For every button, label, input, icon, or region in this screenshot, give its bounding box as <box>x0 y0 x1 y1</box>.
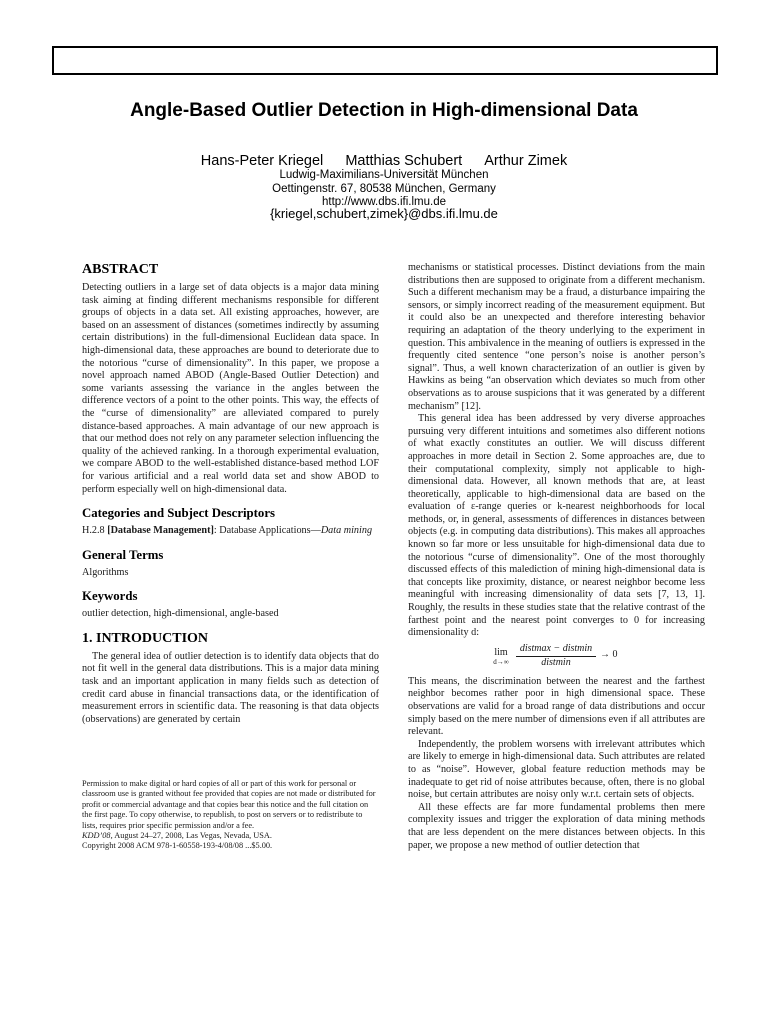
header-frame <box>52 46 718 75</box>
author-name: Matthias Schubert <box>345 153 463 169</box>
paragraph: This general idea has been addressed by very diverse approaches pursuing very different intuitions and sometimes also different notions of what exactly constitutes an outlier. We will discuss different approaches in more detail in Section 2. Some approaches are, due to their computational complexity, simply not applicable to high-dimensional data. However, all known methods that are, at least theoretically, applicable to high-dimensional data are based on the evaluation of ε-range queries or k-nearest neighborhoods for local methods, or, in general, assessments of differences in distances between objects (e.g. in computing data distributions). This makes all approaches known so far more or less unsuitable for high-dimensional data due to the notorious “curse of dimensionality”. One of the most thoroughly discussed effects of this malediction of mining high-dimensional data is that concepts like proximity, distance, or nearest neighbor become less meaningful with increasing dimensionality of data sets [7, 13, 1]. Roughly, the results in these studies state that the relative contrast of the farthest point and the nearest point converges to 0 for increasing dimensionality d: <box>408 413 705 639</box>
keywords-heading: Keywords <box>82 589 138 604</box>
equation-limit <box>490 647 512 667</box>
category-detail: : Database Applications— <box>213 525 321 537</box>
right-column <box>408 262 705 852</box>
equation-numerator: distmax − distmin <box>516 643 596 657</box>
abstract-heading: ABSTRACT <box>82 262 159 277</box>
conference-line <box>82 831 379 841</box>
author-name: Arthur Zimek <box>484 153 568 169</box>
affiliation-line: Ludwig-Maximilians-Universität München <box>279 169 489 181</box>
introduction-heading: 1. INTRODUCTION <box>82 630 209 646</box>
paragraph: This means, the discrimination between the nearest and the farthest neighbor becomes rather poor in high dimensional space. These observations are valid for a broad range of data distributions and occur simply based on the mere number of dimensions even if all attributes are relevant. <box>408 675 705 738</box>
permission-notice: Permission to make digital or hard copies of all or part of this work for personal or classroom use is granted without fee provided that copies are not made or distributed for profit or commercial advantage and that copies bear this notice and the full citation on the first page. To copy otherwise, to republish, to post on servers or to redistribute to lists, requires prior specific permission and/or a fee. <box>82 779 376 830</box>
paragraph: mechanisms or statistical processes. Distinct deviations from the main distributions then are supposed to originate from a different mechanism. Such a different mechanism may be a fraud, a disturbance impairing the sensors, or simply incorrect reading of the measurement equipment. But it could also be an unexpected and therefore interesting behavior requiring an adaptation of the theory underlying to the experiment in question. This ambivalence in the meaning of outliers is expressed in the frequently cited sentence “one person’s noise is another person’s signal”. Thus, a well known characterization of an outlier is given by Hawkins as being “an observation which deviates so much from other observations as to arouse suspicions that it was generated by a different mechanism” [12]. <box>408 262 705 412</box>
category-code: H.2.8 <box>82 525 105 537</box>
categories-heading: Categories and Subject Descriptors <box>82 506 275 521</box>
conference-name: KDD’08, <box>82 831 113 841</box>
copyright-line: Copyright 2008 ACM 978-1-60558-193-4/08/08 ...$5.00. <box>82 841 273 851</box>
equation-lim-text: lim <box>494 646 508 658</box>
paragraph: Independently, the problem worsens with irrelevant attributes which are likely to emerge in high-dimensional data. Such attributes are related to as “noise”. However, global feature reduction methods may be inadequate to get rid of noise attributes because, often, there is no global noise, but certain attributes are noisy only w.r.t. certain sets of objects. <box>408 738 705 801</box>
paragraph: All these effects are far more fundamental problems then mere complexity issues and trigger the exploration of data mining methods that are less dependent on the mere distances between objects. In this paper, we propose a new method of outlier detection that <box>408 801 705 851</box>
affiliation-address: Oettingenstr. 67, 80538 München, Germany <box>272 183 496 195</box>
general-terms-heading: General Terms <box>82 547 164 562</box>
equation-arrow: → 0 <box>600 648 618 660</box>
author-list <box>0 153 768 169</box>
left-column <box>82 262 379 726</box>
copyright-footnote <box>82 779 379 852</box>
introduction-text: The general idea of outlier detection is to identify data objects that do not fit well in the general data distributions. This is a major data mining task and an important application in many fields such as detection of credit card abuse in financial transactions data, or the identification of measurement errors in scientific data. The reasoning is that data objects (observations) are generated by certain <box>82 650 379 725</box>
general-terms-text: Algorithms <box>82 566 129 578</box>
equation-fraction <box>516 643 596 669</box>
equation-denominator: distmin <box>541 656 571 668</box>
categories-text <box>82 525 379 538</box>
author-email: {kriegel,schubert,zimek}@dbs.ifi.lmu.de <box>270 206 498 221</box>
conference-details: August 24–27, 2008, Las Vegas, Nevada, USA. <box>112 831 272 841</box>
affiliation-url: http://www.dbs.ifi.lmu.de <box>322 196 446 208</box>
category-name: [Database Management] <box>107 525 214 537</box>
keywords-text: outlier detection, high-dimensional, angle-based <box>82 608 279 620</box>
paper-title: Angle-Based Outlier Detection in High-dimensional Data <box>130 100 638 121</box>
category-italic: Data mining <box>320 525 373 537</box>
equation <box>408 644 705 670</box>
abstract-text: Detecting outliers in a large set of data objects is a major data mining task aiming at finding different mechanisms responsible for different groups of objects in a data set. All existing approaches, however, are based on an assessment of distances (sometimes indirectly by assuming certain distributions) in the full-dimensional Euclidean data space. In high-dimensional data, these approaches are bound to deteriorate due to the notorious “curse of dimensionality”. In this paper, we propose a novel approach named ABOD (Angle-Based Outlier Detection) and some variants assessing the variance in the angles between the difference vectors of a point to the other points. This way, the effects of the “curse of dimensionality” are alleviated compared to purely distance-based approaches. A main advantage of our new approach is that our method does not rely on any parameter selection influencing the quality of the achieved ranking. In a thorough experimental evaluation, we compare ABOD to the well-established distance-based method LOF for various artificial and a real world data set and show ABOD to perform especially well on high-dimensional data. <box>82 282 379 495</box>
equation-lim-subscript: d→∞ <box>493 658 509 667</box>
author-name: Hans-Peter Kriegel <box>200 153 324 169</box>
